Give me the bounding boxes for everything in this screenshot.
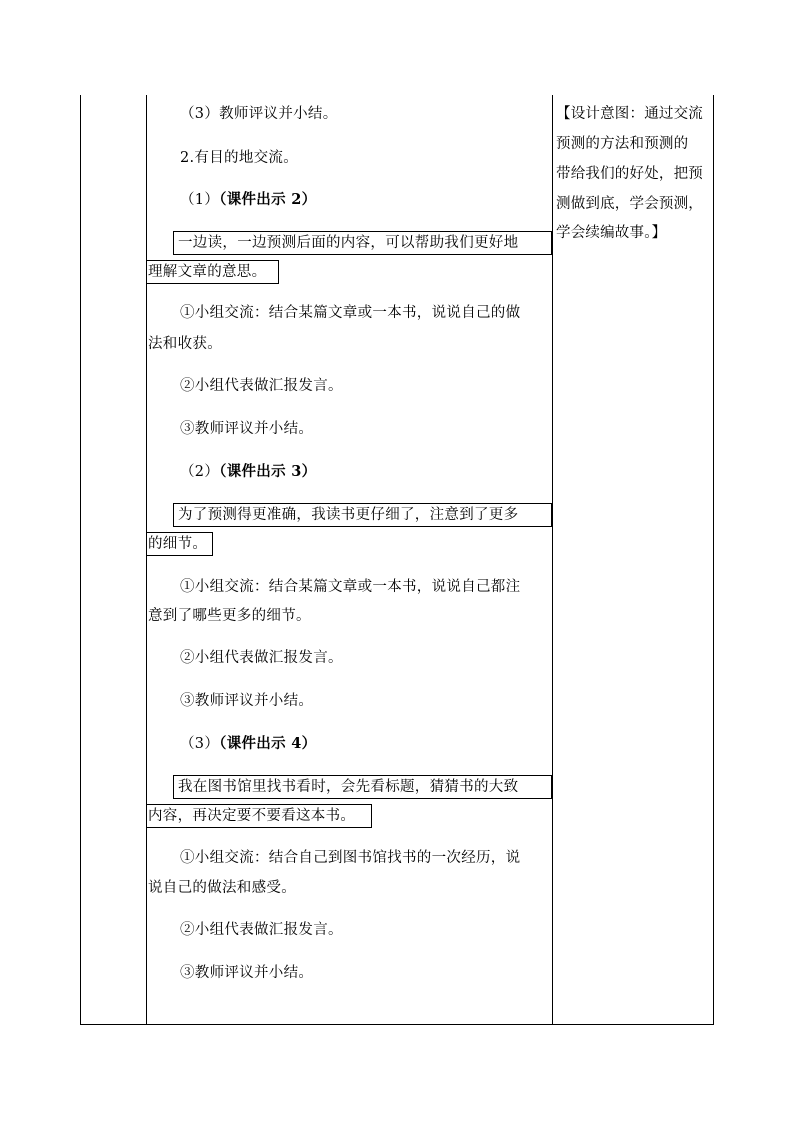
heading-label: （课件出示 2） [219,191,317,208]
quote-box-3-top [173,775,552,799]
courseware-heading-4 [180,734,316,754]
heading-label: （课件出示 4） [219,735,317,752]
group-exchange-2-line-1: ①小组交流：结合某篇文章或一本书，说说自己都注 [180,579,521,595]
design-intent-line-5: 学会续编故事。】 [556,225,667,241]
table-bottom-border [80,1024,714,1025]
group-report-1: ②小组代表做汇报发言。 [180,378,343,394]
heading-number: （3） [180,736,220,752]
design-intent-line-1: 【设计意图：通过交流 [556,106,703,122]
courseware-heading-2 [180,190,316,210]
quote-box-1-bottom [146,260,279,284]
heading-label: （课件出示 3） [219,463,317,480]
group-exchange-1-line-1: ①小组交流：结合某篇文章或一本书，说说自己的做 [180,305,521,321]
quote-box-3-bottom [146,804,372,828]
teacher-review-3: ③教师评议并小结。 [180,965,314,981]
teacher-review-2: ③教师评议并小结。 [180,693,314,709]
table-left-border [80,95,81,1025]
group-report-2: ②小组代表做汇报发言。 [180,650,343,666]
quote-box-3-line-2: 内容，再决定要不要看这本书。 [148,808,356,824]
heading-number: （2） [180,464,220,480]
quote-box-2-bottom [146,532,213,556]
teacher-review-1: ③教师评议并小结。 [180,421,314,437]
quote-box-2-top [173,503,552,527]
quote-box-2-line-2: 的细节。 [148,536,208,552]
quote-box-1-top [173,231,552,255]
quote-box-3-line-1: 我在图书馆里找书看时，会先看标题，猜猜书的大致 [178,779,519,795]
group-exchange-3-line-1: ①小组交流：结合自己到图书馆找书的一次经历，说 [180,850,521,866]
design-intent-line-3: 带给我们的好处，把预 [556,166,703,182]
group-exchange-3-line-2: 说自己的做法和感受。 [148,880,296,896]
quote-box-1-line-2: 理解文章的意思。 [148,264,267,280]
design-intent-line-4: 测做到底，学会预测， [556,196,703,212]
group-exchange-2-line-2: 意到了哪些更多的细节。 [148,608,311,624]
group-report-3: ②小组代表做汇报发言。 [180,922,343,938]
courseware-heading-3 [180,462,316,482]
purposeful-exchange-heading: 2.有目的地交流。 [180,150,299,166]
table-column-divider-2 [552,95,553,1025]
table-column-divider-1 [146,95,147,1025]
quote-box-1-line-1: 一边读，一边预测后面的内容，可以帮助我们更好地 [178,235,519,251]
step-3-review-text: （3）教师评议并小结。 [180,106,338,122]
heading-number: （1） [180,192,220,208]
design-intent-line-2: 预测的方法和预测的 [556,136,689,152]
quote-box-2-line-1: 为了预测得更准确，我读书更仔细了，注意到了更多 [178,507,519,523]
group-exchange-1-line-2: 法和收获。 [148,336,222,352]
